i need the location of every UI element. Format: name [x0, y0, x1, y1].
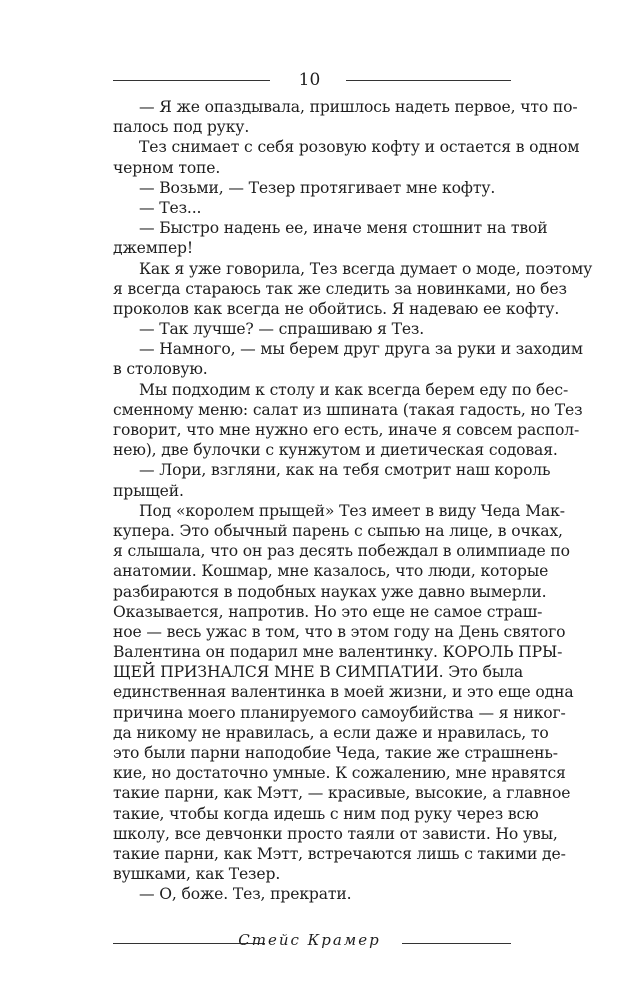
- text-line: Тез снимает с себя розовую кофту и остается в одном: [139, 138, 580, 157]
- text-line: такие, чтобы когда идешь с ним под руку через всю: [113, 804, 539, 823]
- text-line: нею), две булочки с кунжутом и диетическая содовая.: [113, 441, 558, 460]
- text-line: купера. Это обычный парень с сыпью на лице, в очках,: [113, 521, 563, 540]
- text-line: ное — весь ужас в том, что в этом году на День святого: [113, 622, 566, 641]
- text-line: черном топе.: [113, 158, 221, 177]
- text-line: — Возьми, — Тезер протягивает мне кофту.: [139, 178, 496, 197]
- text-line: вушками, как Тезер.: [113, 865, 281, 884]
- text-line: — Лори, взгляни, как на тебя смотрит наш король: [139, 461, 551, 480]
- text-line: джемпер!: [113, 239, 193, 258]
- text-line: — Быстро надень ее, иначе меня стошнит на твой: [139, 219, 548, 238]
- text-line: в столовую.: [113, 360, 208, 379]
- text-line: школу, все девчонки просто таяли от зависти. Но увы,: [113, 824, 558, 843]
- running-footer-author: Стейс Крамер: [238, 931, 381, 949]
- text-line: это были парни наподобие Чеда, такие же страшнень-: [113, 744, 558, 762]
- text-line: ЩЕЙ ПРИЗНАЛСЯ МНЕ В СИМПАТИИ. Это была: [113, 663, 523, 682]
- text-line: я слышала, что он раз десять побеждал в олимпиаде по: [113, 542, 570, 561]
- text-line: Оказывается, напротив. Но это еще не самое страш-: [113, 602, 543, 621]
- text-line: — О, боже. Тез, прекрати.: [139, 885, 352, 904]
- text-line: — Намного, — мы берем друг друга за руки и заходим: [139, 340, 583, 359]
- text-line: причина моего планируемого самоубийства — я никог-: [113, 703, 566, 722]
- page-number: 10: [298, 70, 321, 90]
- header-rule-right: [346, 80, 511, 81]
- text-line: — Тез...: [139, 198, 202, 217]
- text-line: говорит, что мне нужно его есть, иначе я совсем распол-: [113, 421, 580, 439]
- text-line: прыщей.: [113, 481, 184, 500]
- text-line: да никому не нравилась, а если даже и нравилась, то: [113, 723, 549, 742]
- text-line: палось под руку.: [113, 118, 250, 137]
- text-line: анатомии. Кошмар, мне казалось, что люди, которые: [113, 562, 549, 581]
- text-line: — Так лучше? — спрашиваю я Тез.: [139, 320, 425, 339]
- text-line: Валентина он подарил мне валентинку. КОРОЛЬ ПРЫ-: [113, 643, 563, 662]
- text-line: единственная валентинка в моей жизни, и это еще одна: [113, 683, 574, 702]
- text-line: сменному меню: салат из шпината (такая гадость, но Тез: [113, 400, 583, 419]
- text-line: Под «королем прыщей» Тез имеет в виду Чеда Мак-: [139, 501, 565, 520]
- text-line: кие, но достаточно умные. К сожалению, мне нравятся: [113, 764, 566, 783]
- footer-rule-right: [402, 943, 511, 944]
- text-line: я всегда стараюсь так же следить за новинками, но без: [113, 279, 567, 298]
- text-line: Мы подходим к столу и как всегда берем еду по бес-: [139, 380, 569, 399]
- text-line: такие парни, как Мэтт, встречаются лишь с такими де-: [113, 844, 566, 863]
- text-line: проколов как всегда не обойтись. Я надеваю ее кофту.: [113, 299, 560, 318]
- text-line: — Я же опаздывала, пришлось надеть первое, что по-: [139, 98, 578, 116]
- page-body-text: [113, 97, 593, 905]
- text-line: Как я уже говорила, Тез всегда думает о моде, поэтому: [139, 259, 593, 278]
- text-line: такие парни, как Мэтт, — красивые, высокие, а главное: [113, 784, 571, 803]
- text-line: разбираются в подобных науках уже давно вымерли.: [113, 582, 547, 601]
